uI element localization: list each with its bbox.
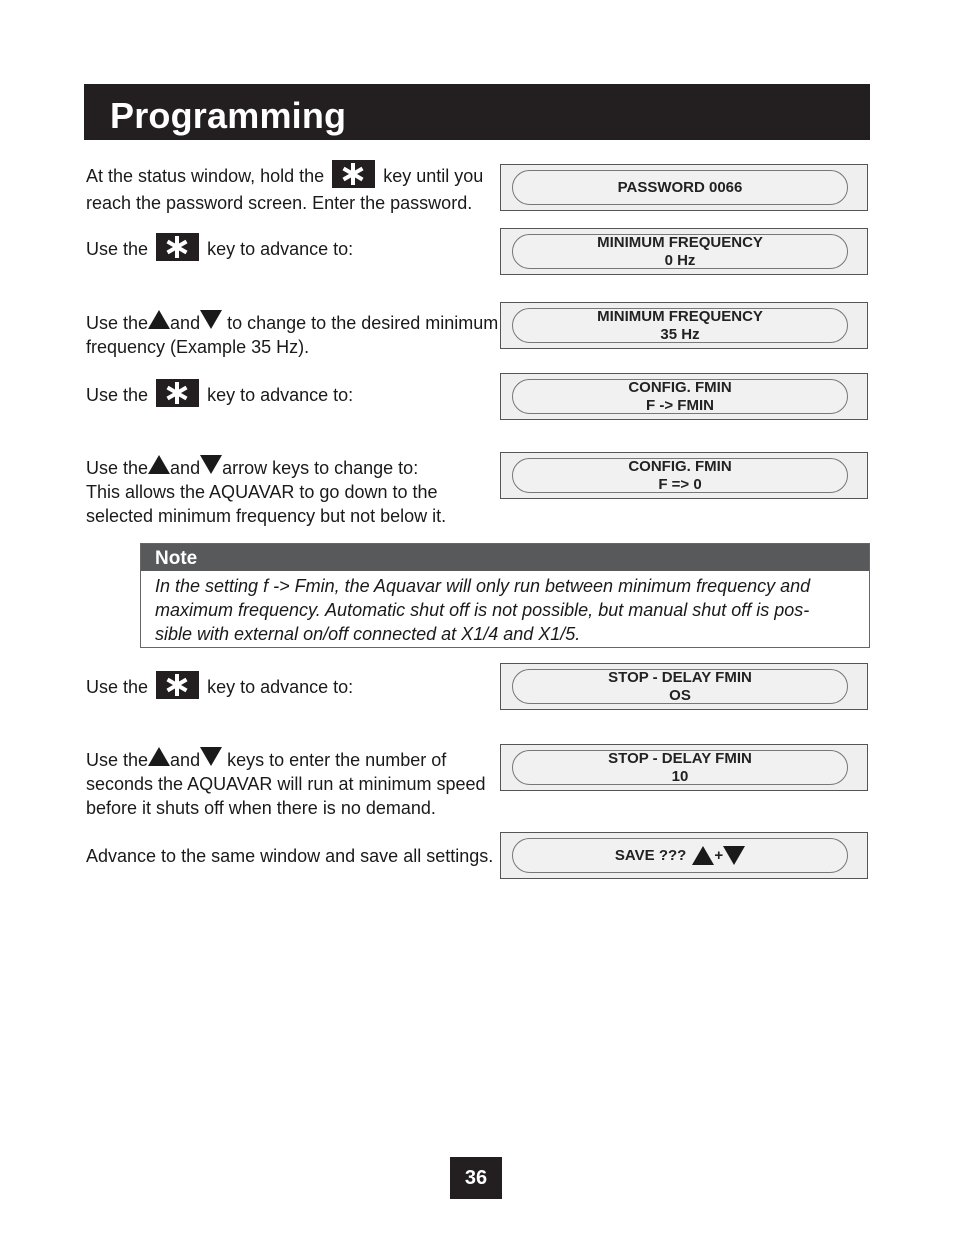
step-6-text	[86, 674, 353, 702]
lcd-display-stop-delay-10	[500, 744, 868, 791]
asterisk-key-icon	[156, 379, 199, 407]
step-3-line2: frequency (Example 35 Hz).	[86, 337, 310, 357]
asterisk-key-icon	[156, 671, 199, 699]
step-2-text	[86, 236, 353, 264]
step-5-line3: selected minimum frequency but not below it.	[86, 506, 447, 526]
note-box	[140, 543, 870, 648]
lcd-display-min-frequency-35	[500, 302, 868, 349]
lcd-screen	[512, 379, 848, 414]
lcd-display-min-frequency-0	[500, 228, 868, 275]
step-5-pre: Use the	[86, 458, 149, 478]
lcd-display-stop-delay-os	[500, 663, 868, 710]
note-line2: maximum frequency. Automatic shut off is not possible, but manual shut off is pos-	[155, 600, 810, 620]
lcd-line1: PASSWORD 0066	[617, 178, 743, 196]
lcd-save-line	[615, 846, 745, 865]
step-1-text	[86, 163, 483, 215]
step-8-line: Advance to the same window and save all settings.	[86, 846, 494, 866]
up-triangle-icon	[148, 310, 170, 329]
lcd-display-config-fmin-1	[500, 373, 868, 420]
lcd-screen	[512, 458, 848, 493]
lcd-line1: MINIMUM FREQUENCY	[597, 307, 763, 325]
page-title: Programming	[110, 95, 347, 136]
lcd-screen	[512, 308, 848, 343]
step-3-pre: Use the	[86, 313, 149, 333]
step-2-pre: Use the	[86, 238, 149, 259]
step-7-post: keys to enter the number of	[227, 750, 447, 770]
lcd-line1: CONFIG. FMIN	[628, 457, 732, 475]
lcd-screen	[512, 669, 848, 704]
down-triangle-icon	[723, 846, 745, 865]
step-1-line1-post: key until you	[383, 165, 484, 186]
step-4-text	[86, 382, 353, 410]
step-6-pre: Use the	[86, 676, 149, 697]
lcd-line2: OS	[669, 686, 691, 704]
step-5-post: arrow keys to change to:	[222, 458, 419, 478]
lcd-save-plus: +	[714, 846, 724, 864]
step-3-and: and	[170, 313, 201, 333]
page-header	[84, 84, 870, 140]
lcd-screen	[512, 170, 848, 205]
down-triangle-icon	[200, 747, 222, 766]
up-triangle-icon	[148, 747, 170, 766]
note-body	[141, 571, 869, 646]
note-title: Note	[141, 544, 869, 571]
lcd-line2: 35 Hz	[660, 325, 700, 343]
down-triangle-icon	[200, 455, 222, 474]
lcd-line1: CONFIG. FMIN	[628, 378, 732, 396]
lcd-line1: STOP - DELAY FMIN	[608, 749, 752, 767]
step-7-line2: seconds the AQUAVAR will run at minimum speed	[86, 774, 486, 794]
lcd-screen	[512, 234, 848, 269]
lcd-screen	[512, 750, 848, 785]
step-5-and: and	[170, 458, 201, 478]
step-1-line1-pre: At the status window, hold the	[86, 165, 325, 186]
lcd-line1: MINIMUM FREQUENCY	[597, 233, 763, 251]
lcd-line2: F => 0	[658, 475, 702, 493]
lcd-display-password	[500, 164, 868, 211]
note-line3: sible with external on/off connected at X1/4 and X1/5.	[155, 624, 581, 644]
step-5-line2: This allows the AQUAVAR to go down to the	[86, 482, 438, 502]
step-3-text	[86, 310, 498, 359]
step-2-post: key to advance to:	[207, 238, 354, 259]
page-number: 36	[450, 1157, 502, 1199]
step-7-text	[86, 747, 486, 820]
lcd-line1: STOP - DELAY FMIN	[608, 668, 752, 686]
lcd-line2: 0 Hz	[664, 251, 696, 269]
step-8-text	[86, 844, 493, 868]
asterisk-key-icon	[332, 160, 375, 188]
step-6-post: key to advance to:	[207, 676, 354, 697]
up-triangle-icon	[148, 455, 170, 474]
down-triangle-icon	[200, 310, 222, 329]
lcd-screen	[512, 838, 848, 873]
step-4-post: key to advance to:	[207, 384, 354, 405]
step-7-line3: before it shuts off when there is no demand.	[86, 798, 436, 818]
lcd-save-text: SAVE ???	[614, 846, 687, 864]
asterisk-key-icon	[156, 233, 199, 261]
note-line1: In the setting f -> Fmin, the Aquavar will only run between minimum frequency and	[155, 576, 811, 596]
step-7-and: and	[170, 750, 201, 770]
step-4-pre: Use the	[86, 384, 149, 405]
lcd-display-save	[500, 832, 868, 879]
step-5-text	[86, 455, 446, 528]
up-triangle-icon	[692, 846, 714, 865]
step-7-pre: Use the	[86, 750, 149, 770]
lcd-line2: 10	[671, 767, 689, 785]
step-1-line2: reach the password screen. Enter the password.	[86, 193, 473, 213]
lcd-display-config-fmin-2	[500, 452, 868, 499]
lcd-line2: F -> FMIN	[646, 396, 714, 414]
step-3-post: to change to the desired minimum	[227, 313, 499, 333]
